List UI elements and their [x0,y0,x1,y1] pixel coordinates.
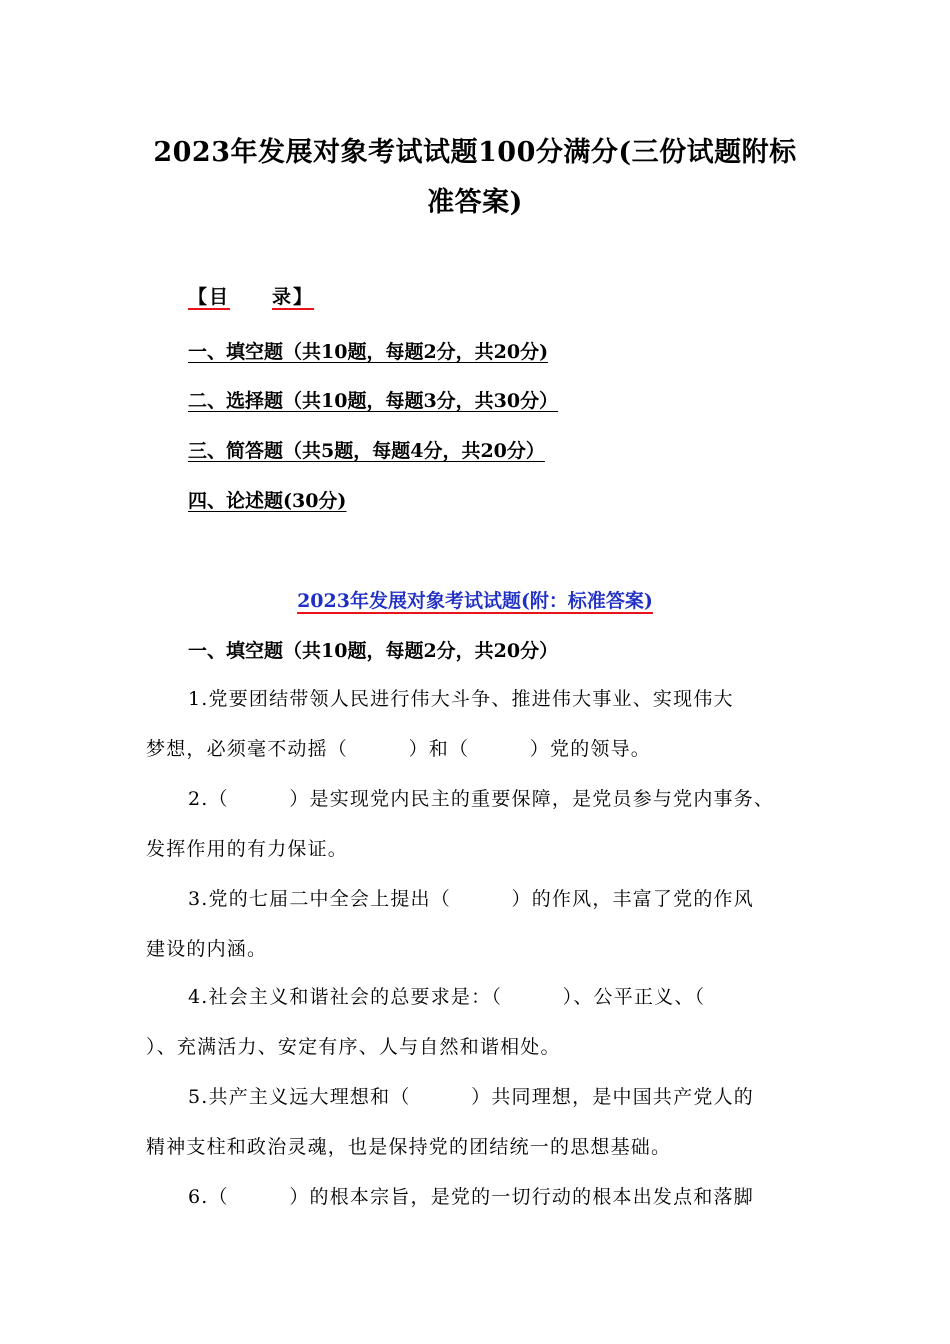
question-text-first-line: 4.社会主义和谐社会的总要求是：（ ）、公平正义、（ [188,986,706,1008]
question-text-continuation: ）、充满活力、安定有序、人与自然和谐相处。 [146,1036,561,1058]
question-text-continuation: 发挥作用的有力保证。 [146,838,349,860]
question-3 [146,874,810,974]
question-text-first-line: 3.党的七届二中全会上提出（ ）的作风，丰富了党的作风 [188,888,754,910]
toc-item-fill-in[interactable]: 一、填空题（共10题，每题2分，共20分) [188,341,549,363]
toc-item-choice[interactable]: 二、选择题（共10题，每题3分，共30分） [188,390,559,412]
question-text-first-line: 5.共产主义远大理想和（ ）共同理想，是中国共产党人的 [188,1086,754,1108]
section-title-link[interactable]: 2023年发展对象考试试题(附：标准答案) [297,590,653,612]
question-text-continuation: 建设的内涵。 [146,938,268,960]
toc-heading [188,282,314,309]
question-4 [146,972,810,1072]
question-6 [146,1172,810,1222]
question-text-first-line: 2.（ ）是实现党内民主的重要保障，是党员参与党内事务、 [188,788,775,810]
question-2 [146,774,810,874]
question-text-first-line: 1.党要团结带领人民进行伟大斗争、推进伟大事业、实现伟大 [188,688,734,710]
question-text-continuation: 精神支柱和政治灵魂，也是保持党的团结统一的思想基础。 [146,1136,672,1158]
toc-heading-left: 【目 [188,286,231,308]
question-1 [146,674,810,774]
document-title-line-2: 准答案) [427,187,523,218]
toc-item-short-answer[interactable]: 三、简答题（共5题，每题4分，共20分） [188,440,545,462]
document-title-line-1: 2023年发展对象考试试题100分满分(三份试题附标 [153,137,797,168]
question-text-first-line: 6.（ ）的根本宗旨，是党的一切行动的根本出发点和落脚 [188,1186,754,1208]
section-heading: 一、填空题（共10题，每题2分，共20分） [188,640,559,662]
toc-item-essay[interactable]: 四、论述题(30分) [188,490,347,512]
question-5 [146,1072,810,1172]
document-title [120,128,830,228]
toc-heading-right: 录】 [272,286,315,308]
question-text-continuation: 梦想，必须毫不动摇（ ）和（ ）党的领导。 [146,738,652,760]
